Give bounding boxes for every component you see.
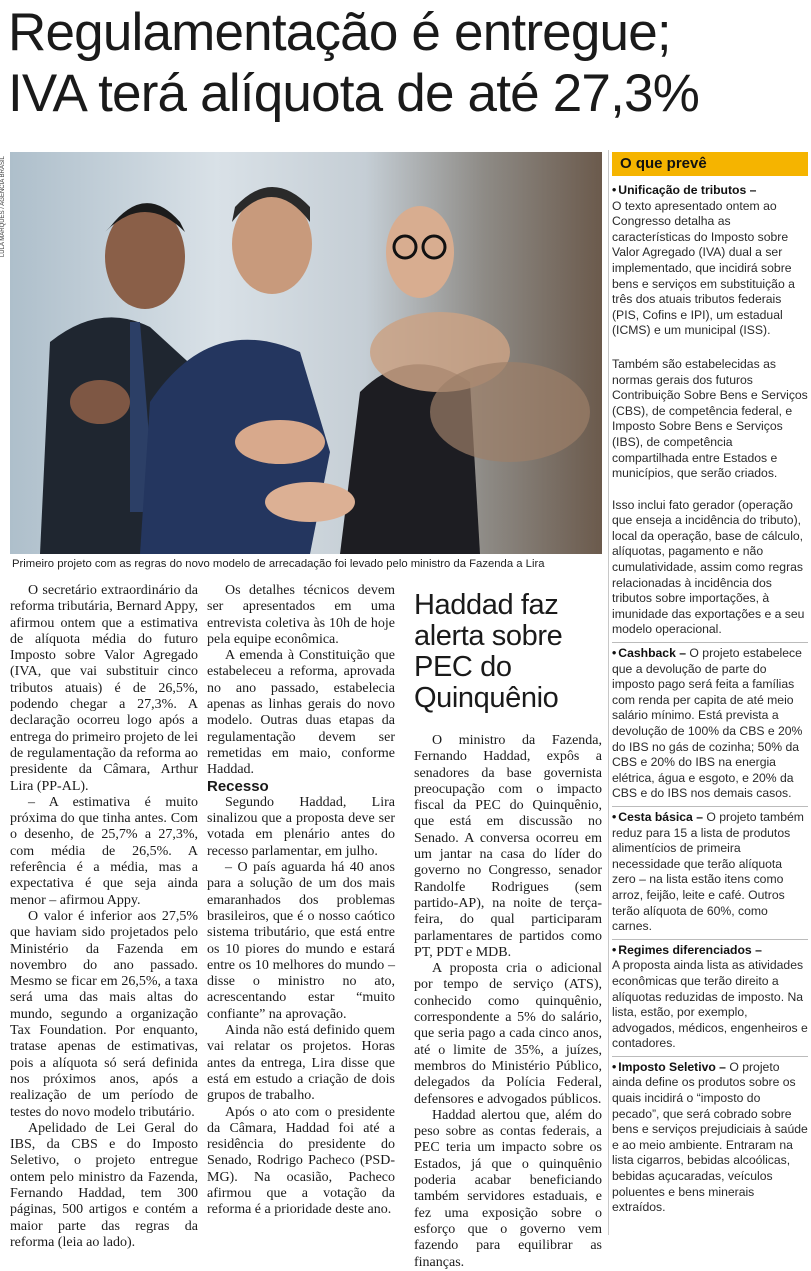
bullet-icon: • bbox=[612, 809, 617, 824]
sidebar-item-text: O projeto estabelece que a devolução de parte do imposto pago será feita a famílias com renda per capita de até meio salário mínimo. Está prevista a devolução de 100% da CBS e 20% do IBS no gás de cozinha; 50% da CBS e 20% do IBS na energia elétrica, água e esgoto, e 20% da CBS e do IBS nos demais casos. bbox=[612, 646, 803, 801]
sidebar-item bbox=[612, 183, 808, 339]
article-column-2 bbox=[207, 583, 395, 1219]
article-paragraph: Após o ato com o presidente da Câmara, Haddad foi até a residência do presidente do Senado, Rodrigo Pacheco (PSD-MG). Na ocasião, Pacheco afirmou que a votação da reforma é a prioridade deste ano. bbox=[207, 1104, 395, 1218]
sidebar-item bbox=[612, 943, 808, 1052]
bullet-icon: • bbox=[612, 183, 617, 197]
bullet-icon: • bbox=[612, 646, 617, 661]
article-paragraph: – A estimativa é muito próxima do que tinha antes. Com o desenho, de 25,7% a 27,3%, com média de 26,5%. A referência é a média, mas a expectativa é que seja ainda menor – afirmou Appy. bbox=[10, 794, 198, 908]
sidebar-item-text: O projeto ainda define os produtos sobre os quais incidirá o “imposto do pecado”, que será cobrado sobre bens e serviços prejudiciais à saúde e ao meio ambiente. Entraram na lista cigarros, bebidas alcoólicas, bebidas açucaradas, veículos poluentes e bens minerais extraídos. bbox=[612, 1059, 808, 1215]
sidebar-item bbox=[612, 646, 808, 802]
article-paragraph: O valor é inferior aos 27,5% que haviam sido projetados pelo Ministério da Fazenda em novembro do ano passado. Mesmo se ficar em 26,5%, a taxa será uma das mais altas do mundo, segundo a organização Tax Foundation. Por enquanto, tratase apenas de estimativas, pois a alíquota só será definida nos próximos anos, após a realização de um período de testes do novo modelo tributário. bbox=[10, 908, 198, 1120]
bullet-icon: • bbox=[612, 1059, 617, 1074]
news-photo bbox=[10, 152, 602, 554]
sidebar-item-label: Cashback – bbox=[618, 646, 687, 661]
sidebar-item bbox=[612, 810, 808, 935]
photo-credit-text: LULA MARQUES / AGÊNCIA BRASIL bbox=[0, 156, 6, 258]
sidebar-item-label: Regimes diferenciados – bbox=[618, 942, 762, 957]
sidebar-item-text: O projeto também reduz para 15 a lista de produtos alimentícios de primeira necessidade que terão alíquota zero – na lista estão itens como arroz, feijão, leite e café. Outros terão alíquota de 60%, como carnes. bbox=[612, 809, 804, 934]
sidebar-item-label: Unificação de tributos – bbox=[618, 183, 757, 197]
secondary-headline: Haddad faz alerta sobre PEC do Quinquênio bbox=[414, 589, 563, 714]
sidebar-box bbox=[612, 152, 808, 1216]
sidebar-separator bbox=[612, 1056, 808, 1057]
sidebar-separator bbox=[612, 806, 808, 807]
article-column-1 bbox=[10, 583, 198, 1251]
headline bbox=[8, 2, 808, 124]
sidebar-item-text: A proposta ainda lista as atividades econômicas que terão direito a alíquotas reduzidas de imposto. Na lista, estão, por exemplo, advogados, médicos, engenheiros e contadores. bbox=[612, 958, 808, 1051]
photo-credit bbox=[0, 156, 9, 276]
article-paragraph: A emenda à Constituição que estabeleceu a reforma, aprovada no ano passado, estabelecia apenas as linhas gerais do novo modelo. Outras duas etapas da regulamentação devem ser remetidas em maio, conforme Haddad. bbox=[207, 648, 395, 778]
article-paragraph: Os detalhes técnicos devem ser apresentados em uma entrevista coletiva às 10h de hoje pela equipe econômica. bbox=[207, 583, 395, 647]
sidebar-separator bbox=[612, 939, 808, 940]
article-paragraph: Haddad alertou que, além do peso sobre as contas federais, a PEC teria um impacto sobre os Estados, já que o quinquênio poderia acabar beneficiando também servidores estaduais, e fez uma exposição sobre o esforço que o governo vem fazendo para equilibrar as finanças. bbox=[414, 1107, 602, 1270]
photo-caption: Primeiro projeto com as regras do novo modelo de arrecadação foi levado pelo ministro da Fazenda a Lira bbox=[12, 558, 545, 570]
section-subhead: Recesso bbox=[207, 777, 269, 795]
sidebar-item-text: Isso inclui fato gerador (operação que enseja a incidência do tributo), local da operação, base de cálculo, alíquotas, pagamento e não cumulatividade, assim como regras relacionadas à incidência dos tributos sobre importações, à imunidade das exportações e a seu modelo operacional. bbox=[612, 497, 805, 637]
secondary-article-column bbox=[414, 733, 602, 1271]
bullet-icon: • bbox=[612, 942, 617, 957]
article-paragraph: Segundo Haddad, Lira sinalizou que a proposta deve ser votada em plenário antes do recesso parlamentar, em julho. bbox=[207, 794, 395, 859]
photo-illustration bbox=[10, 152, 602, 554]
sidebar-paragraph bbox=[612, 357, 808, 482]
article-paragraph: Apelidado de Lei Geral do IBS, da CBS e do Imposto Seletivo, o projeto entregue ontem pelo ministro da Fazenda, Fernando Haddad, tem 300 páginas, 500 artigos e contém a maior parte das regras da reforma (leia ao lado). bbox=[10, 1120, 198, 1250]
sidebar-item-text: O texto apresentado ontem ao Congresso detalha as características do Imposto sobre Valor Agregado (IVA) dual a ser implementado, que incidirá sobre bens e serviços em substituição a três dos atuais tributos federais (PIS, Cofins e IPI), um estadual (ICMS) e um municipal (ISS). bbox=[612, 198, 795, 338]
sidebar-item-label: Imposto Seletivo – bbox=[618, 1059, 726, 1074]
article-paragraph: O secretário extraordinário da reforma tributária, Bernard Appy, afirmou ontem que a estimativa de alíquota média do futuro Imposto sobre Valor Agregado (IVA, que vai substituir cinco tributos atuais) é de 26,5%, podendo chegar a 27,3%. A declaração ocorreu logo após a entrega do primeiro projeto de lei de regulamentação da reforma ao presidente da Câmara, Arthur Lira (PP-AL). bbox=[10, 583, 198, 794]
sidebar-item bbox=[612, 1060, 808, 1216]
article-paragraph: A proposta cria o adicional por tempo de serviço (ATS), conhecido como quinquênio, correspondente a 5% do salário, que seria pago a cada cinco anos, até o limite de 35%, a juízes, membros do Ministério Público, delegados da Polícia Federal, defensores e advogados públicos. bbox=[414, 961, 602, 1107]
headline-line-1: Regulamentação é entregue; bbox=[8, 3, 671, 62]
sidebar-item-label: Cesta básica – bbox=[618, 809, 703, 824]
headline-line-2: IVA terá alíquota de até 27,3% bbox=[8, 64, 700, 123]
sidebar-title: O que prevê bbox=[612, 152, 808, 176]
sidebar-item-text: Também são estabelecidas as normas gerais dos futuros Contribuição Sobre Bens e Serviços (CBS), de competência federal, e Imposto Sobre Bens e Serviços (IBS), de competência compartilhada entre Estados e municípios, que serão criados. bbox=[612, 356, 808, 481]
article-paragraph: O ministro da Fazenda, Fernando Haddad, expôs a senadores da base governista preocupação com o impacto fiscal da PEC do Quinquênio, que está em discussão no Senado. A conversa ocorreu em um jantar na casa do líder do governo no Congresso, senador Randolfe Rodrigues (sem partido-AP), na noite de terça-feira, do qual participaram parlamentares de partidos como PT, PDT e MDB. bbox=[414, 733, 602, 960]
sidebar-paragraph bbox=[612, 498, 808, 638]
article-paragraph: – O país aguarda há 40 anos para a solução de um dos mais emaranhados dos problemas brasileiros, que é o nosso caótico sistema tributário, que está entre os 10 piores do mundo e estará entre os 10 melhores do mundo – disse o ministro no ato, acrescentando estar “muito confiante” na aprovação. bbox=[207, 860, 395, 1022]
article-paragraph: Ainda não está definido quem vai relatar os projetos. Horas antes da entrega, Lira disse que está em estudo a criação de dois grupos de trabalho. bbox=[207, 1023, 395, 1104]
column-divider bbox=[608, 150, 609, 1235]
sidebar-separator bbox=[612, 642, 808, 643]
